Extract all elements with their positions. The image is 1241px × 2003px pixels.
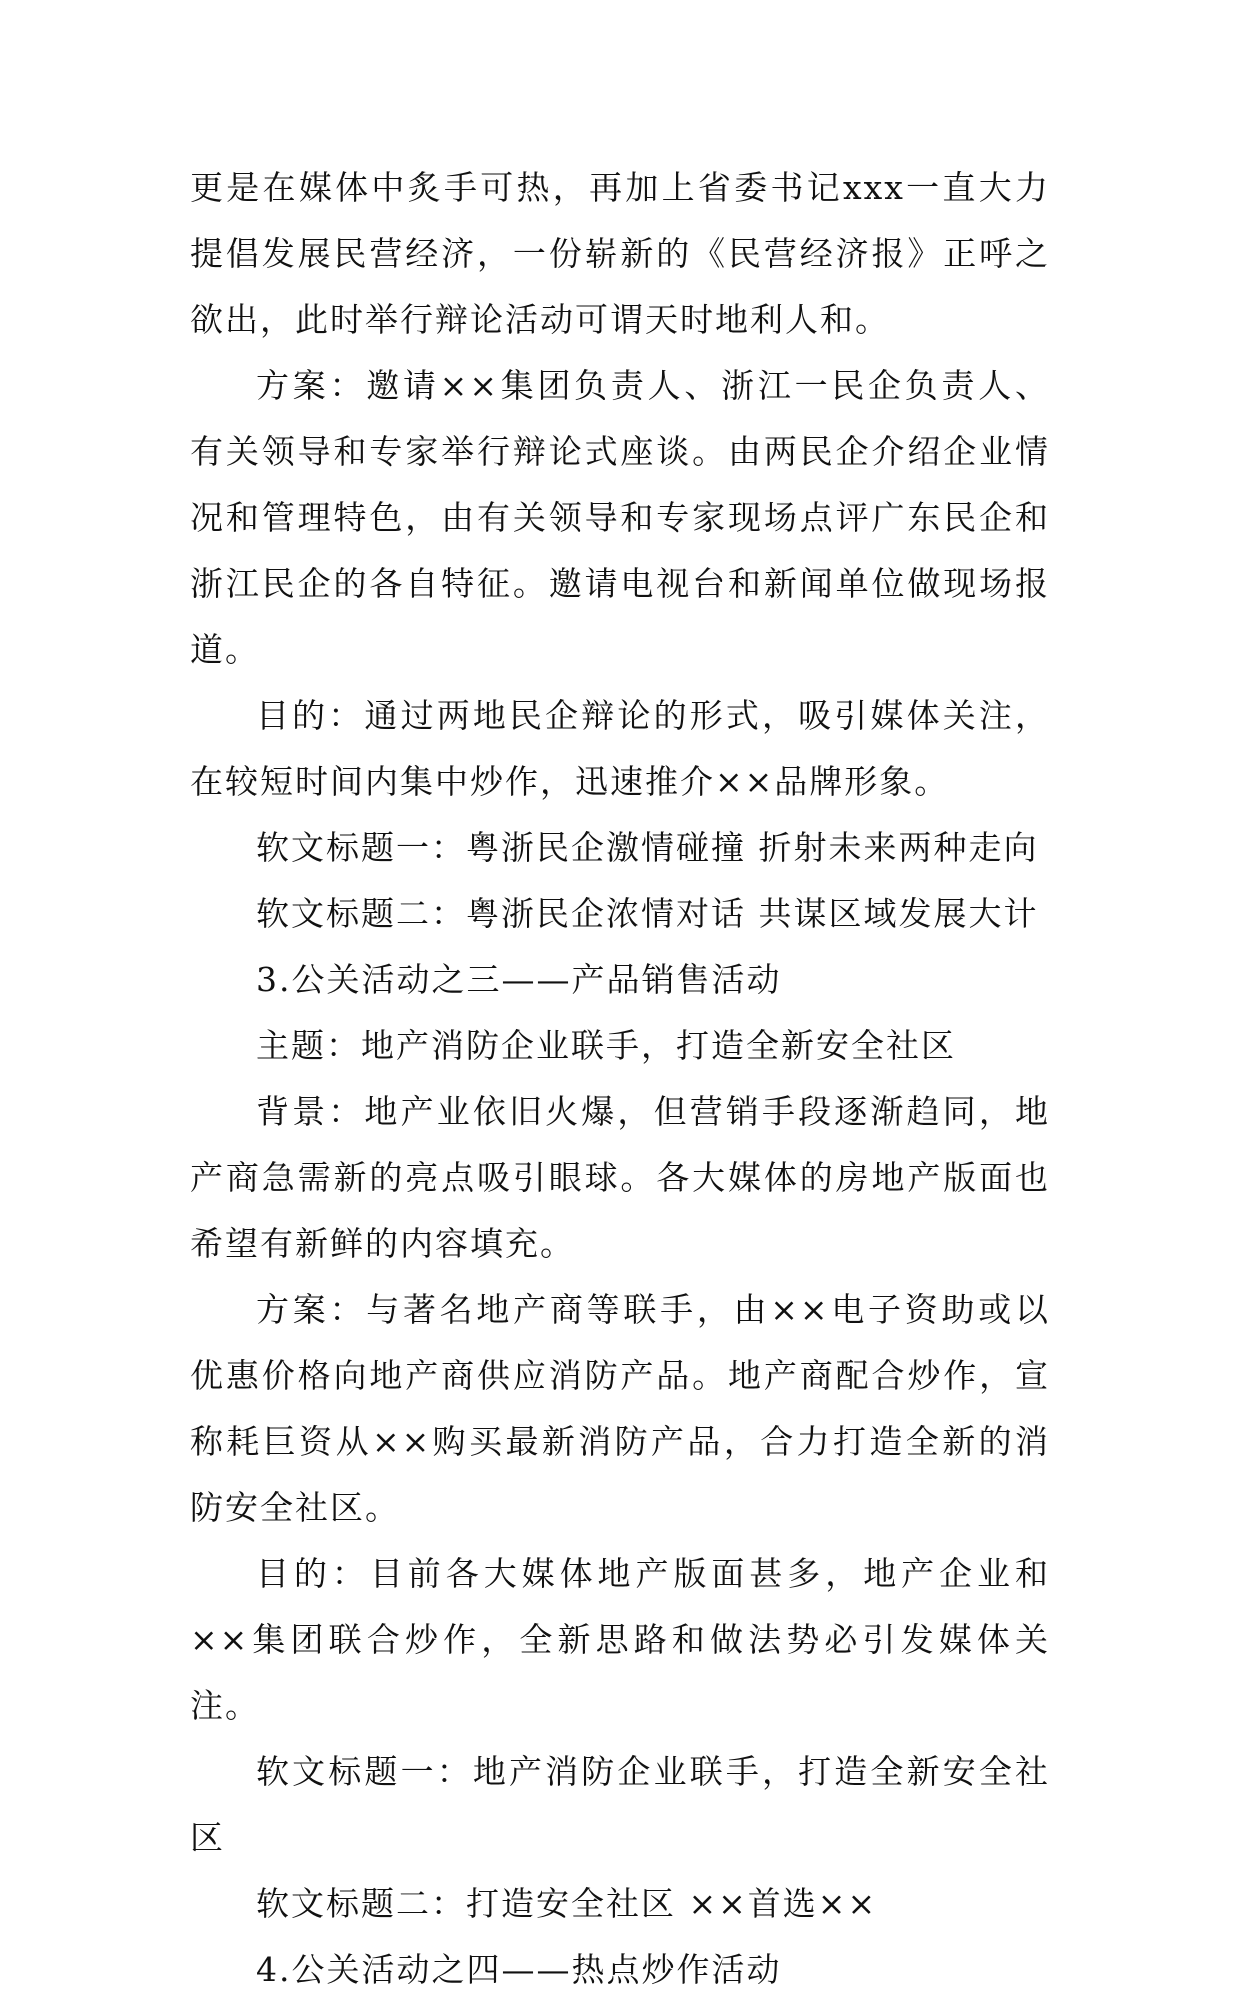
paragraph-headline-1b: 软文标题二：粤浙民企浓情对话 共谋区域发展大计	[256, 894, 1039, 933]
section-heading-4: 4.公关活动之四——热点炒作活动	[256, 1950, 782, 1989]
paragraph-headline-1a: 软文标题一：粤浙民企激情碰撞 折射未来两种走向	[256, 828, 1039, 867]
paragraph-purpose-1: 目的：通过两地民企辩论的形式，吸引媒体关注，在较短时间内集中炒作，迅速推介××品牌形象。	[190, 696, 1050, 801]
paragraph-purpose-3: 目的：目前各大媒体地产版面甚多，地产企业和××集团联合炒作，全新思路和做法势必引发媒体关注。	[190, 1554, 1050, 1725]
paragraph-headline-3b: 软文标题二：打造安全社区 ××首选××	[256, 1884, 878, 1923]
paragraph-background-3: 背景：地产业依旧火爆，但营销手段逐渐趋同，地产商急需新的亮点吸引眼球。各大媒体的房地产版面也希望有新鲜的内容填充。	[190, 1092, 1050, 1263]
paragraph-plan-3: 方案：与著名地产商等联手，由××电子资助或以优惠价格向地产商供应消防产品。地产商配合炒作，宣称耗巨资从××购买最新消防产品，合力打造全新的消防安全社区。	[190, 1290, 1050, 1527]
section-heading-3: 3.公关活动之三——产品销售活动	[256, 960, 782, 999]
paragraph-plan-1: 方案：邀请××集团负责人、浙江一民企负责人、有关领导和专家举行辩论式座谈。由两民企介绍企业情况和管理特色，由有关领导和专家现场点评广东民企和浙江民企的各自特征。邀请电视台和新闻单位做现场报道。	[190, 366, 1050, 669]
paragraph-headline-3a: 软文标题一：地产消防企业联手，打造全新安全社区	[190, 1752, 1050, 1857]
paragraph-theme-3: 主题：地产消防企业联手，打造全新安全社区	[256, 1026, 956, 1065]
document-body	[190, 155, 1050, 2003]
paragraph-context: 更是在媒体中炙手可热，再加上省委书记xxx一直大力提倡发展民营经济，一份崭新的《民营经济报》正呼之欲出，此时举行辩论活动可谓天时地利人和。	[190, 168, 1050, 339]
